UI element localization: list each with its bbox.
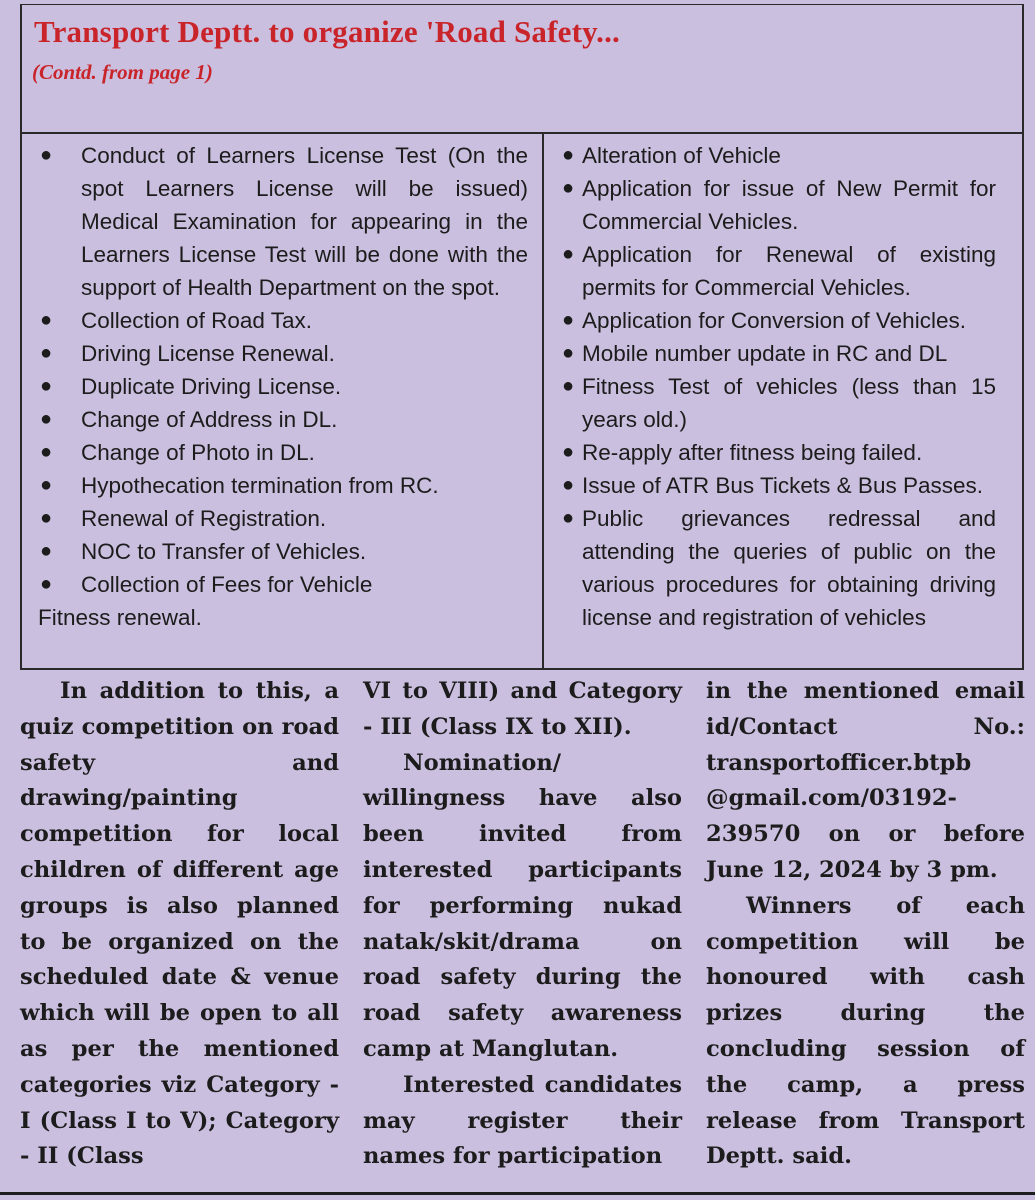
service-item-text: Re-apply after fitness being failed.: [582, 440, 923, 465]
bullet-icon: ●: [40, 507, 53, 529]
service-item: [38, 403, 528, 436]
bullet-icon: ●: [40, 375, 53, 397]
service-item-text: Collection of Fees for Vehicle: [81, 572, 373, 597]
bullet-icon: ●: [562, 177, 575, 199]
service-item: [560, 304, 996, 337]
service-item: [560, 337, 996, 370]
service-item-text: Application for Conversion of Vehicles.: [582, 308, 966, 333]
service-item-text: Public grievances redressal and attending the queries of public on the various procedures for obtaining driving license and registration of vehicles: [582, 506, 996, 630]
bullet-icon: ●: [40, 408, 53, 430]
services-box: [20, 132, 1024, 670]
bullet-icon: ●: [562, 309, 575, 331]
services-right-list: [560, 139, 996, 634]
bullet-icon: ●: [40, 474, 53, 496]
bullet-icon: ●: [562, 342, 575, 364]
bullet-icon: ●: [40, 540, 53, 562]
service-item-text: Driving License Renewal.: [81, 341, 335, 366]
service-item: [38, 535, 528, 568]
service-item-text: Duplicate Driving License.: [81, 374, 342, 399]
service-item: [38, 469, 528, 502]
service-item: [560, 370, 996, 436]
bullet-icon: ●: [40, 573, 53, 595]
bullet-icon: ●: [40, 441, 53, 463]
service-item: [560, 139, 996, 172]
body-column-1: [20, 674, 339, 1182]
bullet-icon: ●: [562, 144, 575, 166]
service-item-text: Mobile number update in RC and DL: [582, 341, 948, 366]
service-item: [560, 238, 996, 304]
bullet-icon: ●: [40, 342, 53, 364]
body-column-2: [363, 674, 682, 1182]
bullet-icon: ●: [562, 243, 575, 265]
service-item: [38, 304, 528, 337]
service-item-text: Conduct of Learners License Test (On the spot Learners License will be issued) Medical Examination for appearing in the Learners License Test will be done with the support of Health Department on the spot.: [81, 143, 528, 300]
service-item: [38, 502, 528, 535]
article-headline: Transport Deptt. to organize 'Road Safety...: [34, 14, 620, 49]
services-right-column: [544, 134, 1022, 668]
bullet-icon: ●: [562, 375, 575, 397]
service-item-text: Renewal of Registration.: [81, 506, 327, 531]
service-item-text: Application for Renewal of existing permits for Commercial Vehicles.: [582, 242, 996, 300]
paragraph: Nomination/ willingness have also been invited from interested participants for performing nukad natak/skit/drama on road safety during the road safety awareness camp at Manglutan.: [363, 749, 682, 1062]
service-item-text: Fitness Test of vehicles (less than 15 years old.): [582, 374, 996, 432]
service-item: [560, 436, 996, 469]
service-item: [38, 370, 528, 403]
services-left-column: [22, 134, 544, 668]
service-item-text: Issue of ATR Bus Tickets & Bus Passes.: [582, 473, 983, 498]
service-item: [38, 337, 528, 370]
paragraph: in the mentioned email id/Contact No.: transportofficer.btpb @gmail.com/03192-239570 on or before June 12, 2024 by 3 pm.: [706, 678, 1025, 883]
bullet-icon: ●: [562, 441, 575, 463]
services-left-list: [38, 139, 528, 568]
service-item: [38, 139, 528, 304]
service-item-text: Change of Photo in DL.: [81, 440, 315, 465]
paragraph: Interested candidates may register their names for participation: [363, 1071, 682, 1170]
bullet-icon: ●: [40, 309, 53, 331]
service-item: [560, 502, 996, 634]
service-item-text: NOC to Transfer of Vehicles.: [81, 539, 367, 564]
bullet-icon: ●: [562, 507, 575, 529]
paragraph: Winners of each competition will be honoured with cash prizes during the concluding session of the camp, a press release from Transport Deptt. said.: [706, 892, 1025, 1170]
service-item-text: Change of Address in DL.: [81, 407, 338, 432]
paragraph: In addition to this, a quiz competition on road safety and drawing/painting competition for local children of different age groups is also planned to be organized on the scheduled date & venue which will be open to all as per the mentioned categories viz Category - I (Class I to V); Category - II (Class: [20, 678, 339, 1170]
paragraph: VI to VIII) and Category - III (Class IX to XII).: [363, 678, 682, 740]
bullet-icon: ●: [40, 144, 53, 166]
service-item: [38, 436, 528, 469]
service-item-text: Application for issue of New Permit for Commercial Vehicles.: [582, 176, 996, 234]
body-column-3: [706, 674, 1025, 1182]
continuation-note: (Contd. from page 1): [32, 60, 213, 84]
service-item: [560, 469, 996, 502]
service-item-text: Collection of Road Tax.: [81, 308, 312, 333]
service-item-continuation: Fitness renewal.: [38, 605, 202, 630]
article-body: [20, 674, 1026, 1182]
service-item: [560, 172, 996, 238]
bullet-icon: ●: [562, 474, 575, 496]
service-item-text: Alteration of Vehicle: [582, 143, 781, 168]
bottom-rule: [0, 1192, 1035, 1195]
service-item-text: Hypothecation termination from RC.: [81, 473, 439, 498]
service-item: [38, 568, 528, 601]
